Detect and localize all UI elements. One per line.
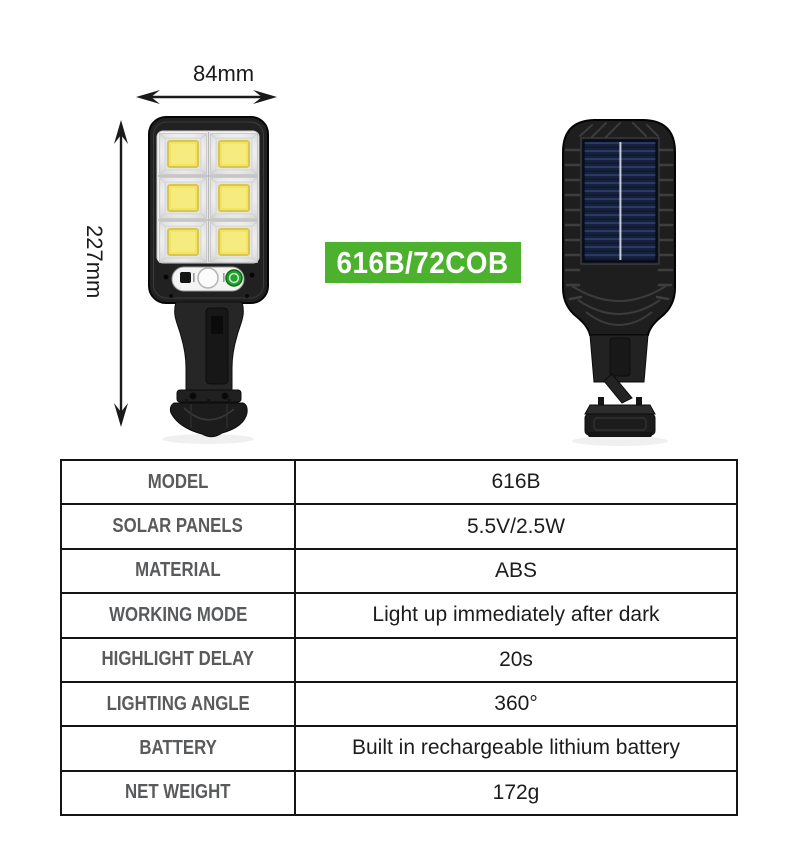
ir-sensor-icon bbox=[180, 272, 191, 283]
spec-value: 5.5V/2.5W bbox=[466, 514, 566, 538]
spec-label: HIGHLIGHT DELAY bbox=[62, 639, 296, 681]
spec-value: 172g bbox=[492, 780, 540, 804]
spec-row-working-mode bbox=[62, 592, 736, 636]
width-dimension-label: 84mm bbox=[193, 61, 255, 86]
spec-row-battery bbox=[62, 725, 736, 769]
power-button-icon bbox=[226, 270, 242, 286]
width-dimension-arrow bbox=[136, 90, 277, 104]
model-badge-label: 616B/72COB bbox=[337, 244, 509, 280]
model-badge bbox=[325, 242, 521, 283]
spec-row-solar-panels bbox=[62, 503, 736, 547]
spec-value: ABS bbox=[494, 558, 538, 582]
solar-panel bbox=[581, 138, 659, 264]
height-dimension-label: 227mm bbox=[82, 225, 107, 299]
led-panel bbox=[157, 131, 259, 263]
spec-label: LIGHTING ANGLE bbox=[62, 683, 296, 725]
spec-value: Light up immediately after dark bbox=[372, 603, 660, 627]
spec-value: Built in rechargeable lithium battery bbox=[351, 736, 680, 760]
front-mounting-bracket bbox=[162, 403, 254, 444]
spec-row-lighting-angle bbox=[62, 681, 736, 725]
spec-label: WORKING MODE bbox=[62, 594, 296, 636]
spec-value: 616B bbox=[491, 470, 541, 494]
spec-label: SOLAR PANELS bbox=[62, 505, 296, 547]
back-mount-arm bbox=[590, 335, 648, 403]
spec-row-model bbox=[62, 461, 736, 503]
street-light-back-view bbox=[563, 120, 675, 446]
spec-row-material bbox=[62, 548, 736, 592]
spec-row-highlight-delay bbox=[62, 637, 736, 681]
spec-label: BATTERY bbox=[62, 727, 296, 769]
spec-value: 360° bbox=[494, 692, 538, 716]
spec-label: MODEL bbox=[62, 461, 296, 503]
spec-label: NET WEIGHT bbox=[62, 772, 296, 814]
spec-value: 20s bbox=[499, 647, 533, 671]
motion-sensor-icon bbox=[198, 268, 218, 288]
back-mounting-bracket bbox=[572, 397, 668, 446]
front-mount-arm bbox=[175, 302, 244, 407]
height-dimension-arrow bbox=[114, 120, 128, 427]
spec-row-net-weight bbox=[62, 770, 736, 814]
spec-table bbox=[60, 459, 738, 816]
spec-label: MATERIAL bbox=[62, 550, 296, 592]
street-light-front-view bbox=[149, 117, 268, 444]
